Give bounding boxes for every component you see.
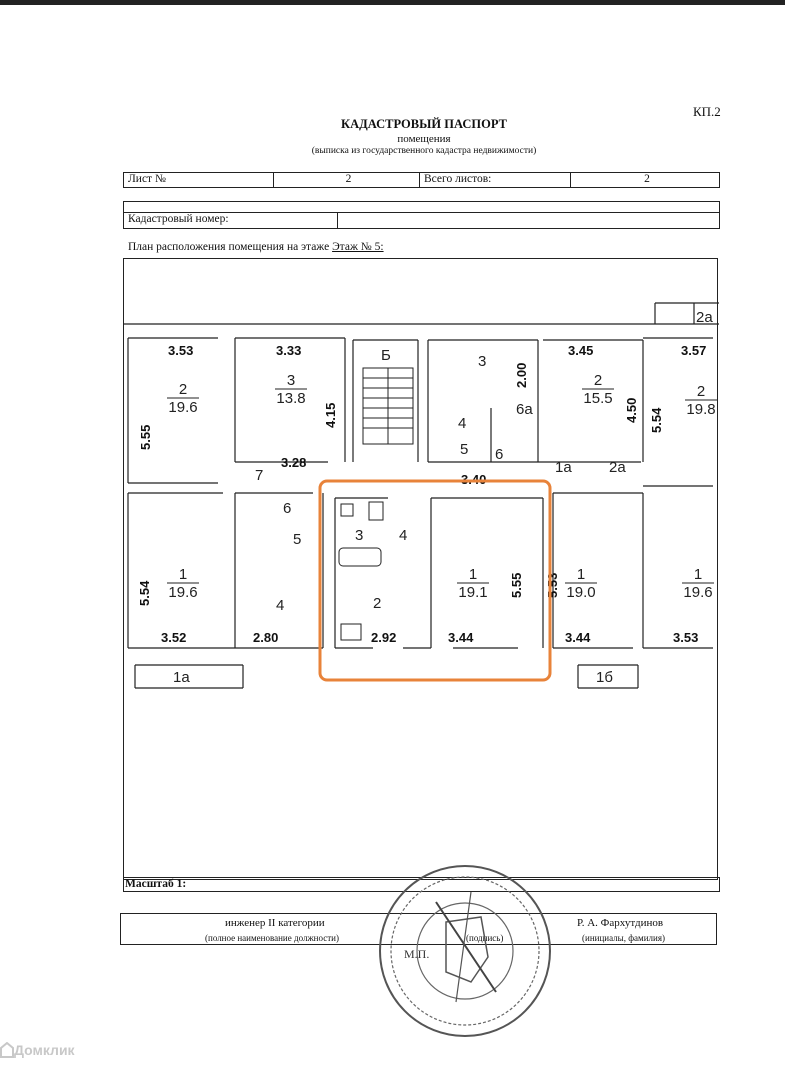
watermark (14, 1042, 75, 1058)
dim-label: 2.92 (371, 630, 397, 645)
name-note: (инициалы, фамилия) (582, 933, 665, 943)
cadastral-value-cell (337, 212, 720, 229)
document-subtitle: помещения (397, 133, 451, 145)
dim-label: 3.28 (281, 455, 307, 470)
dim-label: 4.15 (323, 402, 338, 428)
sheet-label: Лист № (128, 173, 166, 185)
room-label: 5 (460, 441, 469, 458)
room-label: 1а (173, 669, 190, 686)
watermark-text: Домклик (14, 1042, 75, 1058)
floor-label: Этаж № 5: (332, 241, 384, 253)
room-area: 19.0 (566, 584, 596, 601)
sheet-value: 2 (345, 173, 352, 185)
stamp-label: М.П. (404, 947, 430, 961)
total-value: 2 (644, 173, 650, 185)
dim-label: 5.54 (649, 407, 664, 433)
room-area: 19.1 (458, 584, 488, 601)
room-label: 2 (373, 595, 382, 612)
position-title: инженер II категории (225, 917, 325, 929)
position-note: (полное наименование должности) (205, 933, 339, 943)
official-stamp (376, 862, 554, 1040)
dim-label: 5.55 (509, 572, 524, 598)
room-label: 1а (555, 459, 572, 476)
home-icon (0, 1042, 14, 1058)
signer-name: Р. А. Фархутдинов (577, 917, 664, 929)
total-label: Всего листов: (424, 173, 492, 185)
plan-caption: План расположения помещения на этаже Этаж № 5: (128, 241, 384, 253)
cadastral-label-cell (123, 212, 338, 229)
room-number: 1 (576, 566, 586, 583)
scale-label: Масштаб 1: (125, 878, 187, 890)
document-note: (выписка из государственного кадастра недвижимости) (311, 146, 537, 156)
room-area: 15.5 (583, 390, 613, 407)
plan-frame (124, 259, 718, 880)
sheet-label-cell (123, 172, 274, 188)
room-number: 1 (178, 566, 188, 583)
room-area: 19.8 (686, 401, 716, 418)
dim-label: 3.44 (448, 630, 474, 645)
dim-label: 2.00 (514, 362, 529, 388)
page-code: КП.2 (693, 104, 721, 119)
dim-label: 3.53 (673, 630, 699, 645)
document-title: КАДАСТРОВЫЙ ПАСПОРТ (341, 117, 507, 131)
total-value-cell (570, 172, 720, 188)
room-label: 7 (255, 467, 264, 484)
dim-label: 3.57 (681, 343, 707, 358)
dim-label: 4.50 (624, 397, 639, 423)
dim-label: 3.52 (161, 630, 187, 645)
dim-label: 5.55 (138, 424, 153, 450)
dim-label: 2.80 (253, 630, 279, 645)
dim-label: 3.53 (168, 343, 194, 358)
room-label: 4 (276, 597, 285, 614)
room-label: 4 (458, 415, 467, 432)
room-number: 1 (468, 566, 478, 583)
floor-plan (123, 258, 719, 882)
room-area: 19.6 (683, 584, 713, 601)
room-label: 2а (609, 459, 626, 476)
sheet-value-cell (273, 172, 420, 188)
cadastral-label: Кадастровый номер: (128, 213, 229, 225)
room-label: 3 (478, 353, 487, 370)
signature-note: (подпись) (466, 933, 504, 943)
dim-label: 3.40 (461, 472, 487, 487)
room-number: 1 (693, 566, 703, 583)
room-area: 19.6 (168, 399, 198, 416)
room-number: 2 (696, 383, 706, 400)
room-label: 6 (283, 500, 292, 517)
dim-label: 3.33 (276, 343, 302, 358)
room-label: 1б (596, 669, 613, 686)
room-label: 6 (495, 446, 504, 463)
room-label: 4 (399, 527, 408, 544)
dim-label: 5.53 (545, 572, 560, 598)
dim-label: 5.54 (137, 580, 152, 606)
top-edge (0, 0, 785, 5)
total-label-cell (419, 172, 571, 188)
dim-label: 3.45 (568, 343, 594, 358)
room-number: 2 (593, 372, 603, 389)
room-label: 5 (293, 531, 302, 548)
dim-label: 3.44 (565, 630, 591, 645)
room-number: 2 (178, 381, 188, 398)
room-number: 3 (286, 372, 296, 389)
room-label: 2а (696, 309, 713, 326)
room-area: 19.6 (168, 584, 198, 601)
room-label: 6а (516, 401, 533, 418)
room-label: Б (381, 347, 391, 364)
room-area: 13.8 (276, 390, 306, 407)
room-label: 3 (355, 527, 364, 544)
